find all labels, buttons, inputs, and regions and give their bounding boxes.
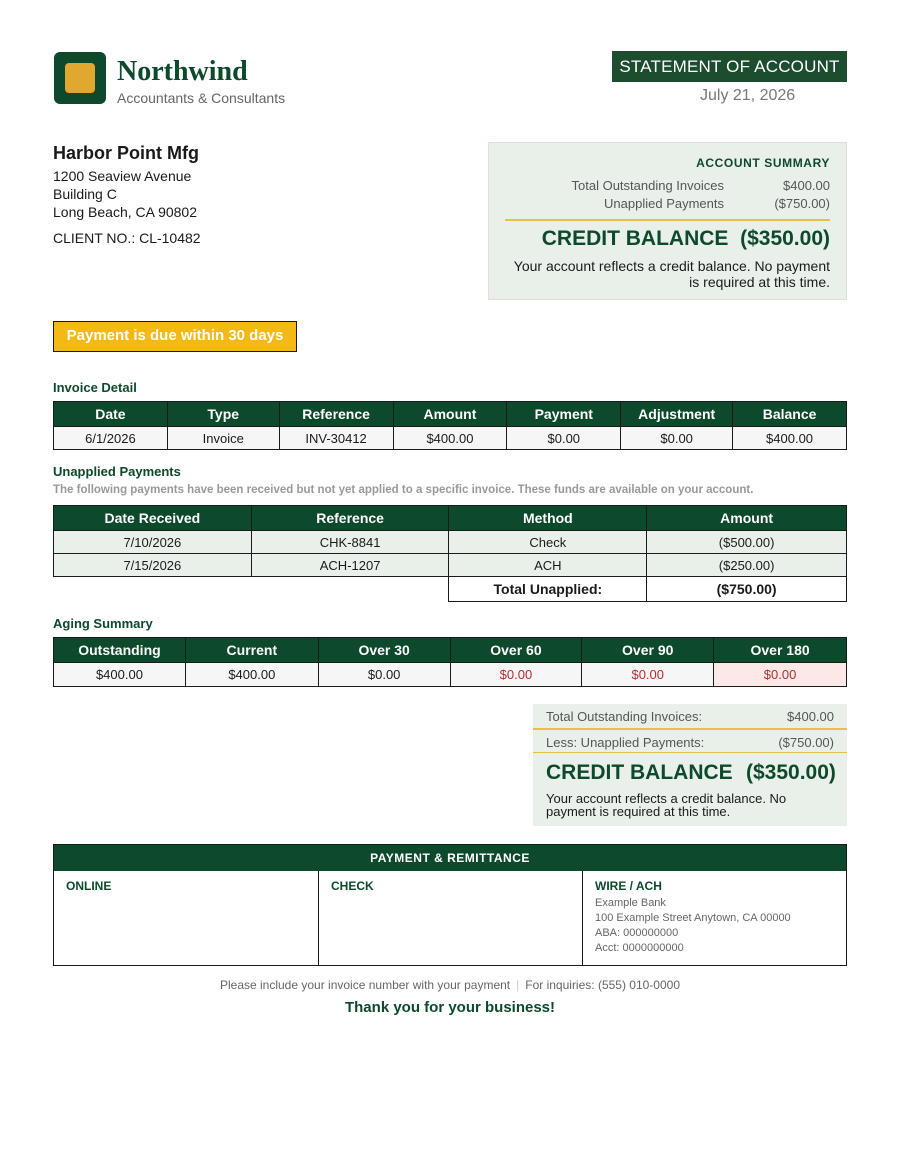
unapplied-total-row xyxy=(54,577,847,602)
invoice-header-amount: Amount xyxy=(393,402,507,427)
bottom-credit-note: Your account reflects a credit balance. No payment is required at this time. xyxy=(546,791,787,819)
payment-remittance-panel xyxy=(53,844,847,966)
remittance-wire-address: 100 Example Street Anytown, CA 00000 xyxy=(595,912,791,924)
invoice-header-date: Date xyxy=(54,402,168,427)
aging-header-over-30: Over 30 xyxy=(318,638,450,663)
aging-header-current: Current xyxy=(185,638,318,663)
unapplied-payments-note: The following payments have been received but not yet applied to a specific invoice. These funds are available on your account. xyxy=(53,484,754,496)
account-summary-box xyxy=(488,142,847,300)
remittance-wire-title: WIRE / ACH xyxy=(595,879,662,893)
client-name: Harbor Point Mfg xyxy=(53,143,199,163)
invoice-cell-payment: $0.00 xyxy=(507,427,621,450)
bottom-credit-value: ($350.00) xyxy=(746,761,836,784)
bottom-outstanding-label: Total Outstanding Invoices: xyxy=(546,709,703,724)
table-row xyxy=(54,427,847,450)
bottom-outstanding-value: $400.00 xyxy=(787,709,834,724)
invoice-header-adjustment: Adjustment xyxy=(621,402,733,427)
account-summary-title: ACCOUNT SUMMARY xyxy=(696,156,830,170)
unapplied-cell-method: Check xyxy=(449,531,647,554)
footer-note-left: Please include your invoice number with your payment xyxy=(219,978,511,992)
bottom-credit-label: CREDIT BALANCE xyxy=(546,761,733,784)
aging-summary-table xyxy=(53,637,847,687)
bottom-unapplied-label: Less: Unapplied Payments: xyxy=(546,735,705,750)
footer-note-right: For inquiries: (555) 010-0000 xyxy=(525,978,681,992)
company-subtitle: Accountants & Consultants xyxy=(117,90,286,106)
client-address-line2: Building C xyxy=(53,186,117,202)
bottom-unapplied-value: ($750.00) xyxy=(778,735,834,750)
unapplied-cell-date: 7/10/2026 xyxy=(54,531,252,554)
aging-header-over-180: Over 180 xyxy=(714,638,847,663)
remittance-wire-bank: Example Bank xyxy=(595,897,666,909)
remittance-check-column xyxy=(319,871,583,965)
aging-header-over-90: Over 90 xyxy=(582,638,714,663)
unapplied-header-date: Date Received xyxy=(54,506,252,531)
invoice-detail-title: Invoice Detail xyxy=(53,380,137,395)
remittance-online-column xyxy=(54,871,319,965)
summary-unapplied-value: ($750.00) xyxy=(774,196,830,211)
remittance-wire-column xyxy=(583,871,846,965)
unapplied-cell-method: ACH xyxy=(449,554,647,577)
empty-cell xyxy=(251,577,449,602)
empty-cell xyxy=(54,577,252,602)
summary-divider xyxy=(505,219,830,221)
aging-cell-current: $400.00 xyxy=(185,663,318,687)
invoice-cell-reference: INV-30412 xyxy=(279,427,393,450)
aging-summary-title: Aging Summary xyxy=(53,616,153,631)
invoice-header-reference: Reference xyxy=(279,402,393,427)
client-address-line3: Long Beach, CA 90802 xyxy=(53,204,198,220)
invoice-cell-type: Invoice xyxy=(167,427,279,450)
remittance-wire-aba: ABA: 000000000 xyxy=(595,927,679,939)
unapplied-header-amount: Amount xyxy=(647,506,847,531)
bottom-credit-box xyxy=(533,753,847,826)
invoice-cell-adjustment: $0.00 xyxy=(621,427,733,450)
unapplied-payments-table xyxy=(53,505,847,602)
summary-credit-balance xyxy=(542,227,830,251)
invoice-cell-amount: $400.00 xyxy=(393,427,507,450)
summary-credit-value: ($350.00) xyxy=(740,227,830,250)
summary-credit-note: Your account reflects a credit balance. No payment is required at this time. xyxy=(513,258,830,290)
unapplied-cell-date: 7/15/2026 xyxy=(54,554,252,577)
aging-cell-outstanding: $400.00 xyxy=(54,663,186,687)
aging-header-outstanding: Outstanding xyxy=(54,638,186,663)
remittance-title: PAYMENT & REMITTANCE xyxy=(54,845,846,871)
unapplied-header-method: Method xyxy=(449,506,647,531)
footer-separator: | xyxy=(516,978,520,992)
summary-credit-label: CREDIT BALANCE xyxy=(541,227,729,250)
invoice-header-payment: Payment xyxy=(507,402,621,427)
company-logo xyxy=(54,52,106,104)
aging-cell-over-60: $0.00 xyxy=(450,663,582,687)
summary-outstanding-value: $400.00 xyxy=(783,178,830,193)
unapplied-total-value: ($750.00) xyxy=(647,577,847,602)
unapplied-cell-reference: ACH-1207 xyxy=(251,554,449,577)
aging-cell-over-90: $0.00 xyxy=(582,663,714,687)
summary-outstanding-label: Total Outstanding Invoices xyxy=(571,178,724,193)
payment-due-banner: Payment is due within 30 days xyxy=(53,321,297,352)
statement-date: July 21, 2026 xyxy=(700,87,796,104)
thank-you-message: Thank you for your business! xyxy=(344,999,556,1016)
client-address-line1: 1200 Seaview Avenue xyxy=(53,168,192,184)
aging-cell-over-30: $0.00 xyxy=(318,663,450,687)
aging-header-over-60: Over 60 xyxy=(450,638,582,663)
unapplied-cell-amount: ($250.00) xyxy=(647,554,847,577)
invoice-detail-table xyxy=(53,401,847,450)
unapplied-total-label: Total Unapplied: xyxy=(449,577,647,602)
company-name: Northwind xyxy=(117,56,248,87)
invoice-cell-date: 6/1/2026 xyxy=(54,427,168,450)
remittance-online-title: ONLINE xyxy=(66,879,112,893)
logo-square-icon xyxy=(65,63,95,93)
invoice-header-balance: Balance xyxy=(733,402,847,427)
bottom-credit-balance xyxy=(546,761,836,785)
footer-note xyxy=(0,978,900,992)
client-number: CLIENT NO.: CL-10482 xyxy=(53,230,201,246)
invoice-header-type: Type xyxy=(167,402,279,427)
bottom-outstanding-row xyxy=(533,704,847,729)
unapplied-cell-reference: CHK-8841 xyxy=(251,531,449,554)
unapplied-header-reference: Reference xyxy=(251,506,449,531)
table-row xyxy=(54,531,847,554)
invoice-cell-balance: $400.00 xyxy=(733,427,847,450)
remittance-wire-acct: Acct: 0000000000 xyxy=(595,942,684,954)
remittance-check-title: CHECK xyxy=(331,879,374,893)
unapplied-payments-title: Unapplied Payments xyxy=(53,464,181,479)
table-row xyxy=(54,554,847,577)
unapplied-cell-amount: ($500.00) xyxy=(647,531,847,554)
table-row xyxy=(54,663,847,687)
document-title: STATEMENT OF ACCOUNT xyxy=(612,51,847,82)
aging-cell-over-180: $0.00 xyxy=(714,663,847,687)
summary-unapplied-label: Unapplied Payments xyxy=(604,196,724,211)
